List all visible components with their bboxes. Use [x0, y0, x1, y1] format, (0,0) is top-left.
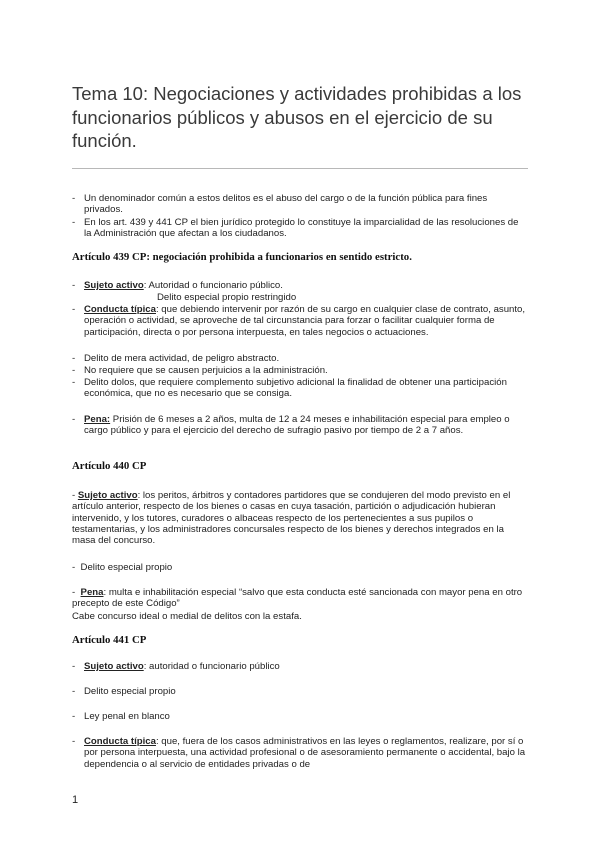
art439-sujeto-text: : Autoridad o funcionario público.: [143, 280, 283, 291]
bullet-dash: -: [72, 661, 76, 672]
intro-item-2: [72, 217, 528, 240]
art439-item-text-1: Delito de mera actividad, de peligro abstracto.: [84, 353, 280, 364]
art439-conducta-text: : que debiendo intervenir por razón de su cargo en cualquier clase de contrato, asunto, operación o actividad, se aproveche de tal circunstancia para forzar o facilitar cualquier forma de participación, directa o por persona interpuesta, en tales negocios o actuaciones.: [84, 304, 526, 338]
art440-concurso: Cabe concurso ideal o medial de delitos con la estafa.: [72, 611, 302, 622]
bullet-dash: -: [72, 280, 76, 291]
art441-conducta-text: : que, fuera de los casos administrativos en las leyes o reglamentos, realizare, por sí o por persona interpuesta, una actividad profesional o de asesoramiento permanente o accidental, bajo la dependencia o al servicio de entidades privadas o de: [84, 736, 526, 770]
bullet-dash: -: [72, 490, 76, 501]
art439-pena-label: Pena:: [84, 414, 111, 425]
art440-sujeto-label: Sujeto activo: [77, 490, 138, 501]
art441-ley-text: Ley penal en blanco: [84, 711, 170, 722]
intro-text-1: Un denominador común a estos delitos es el abuso del cargo o de la función pública para fines privados.: [84, 193, 488, 216]
art440-pena: [72, 587, 528, 610]
bullet-dash: -: [72, 711, 76, 722]
art439-conducta: [72, 304, 528, 338]
art441-heading: Artículo 441 CP: [72, 634, 147, 646]
intro-text-2: En los art. 439 y 441 CP el bien jurídico protegido lo constituye la imparcialidad de las resoluciones de la Administración que afectan a los ciudadanos.: [84, 217, 519, 240]
art439-pena: [72, 414, 528, 437]
art440-sujeto-text: : los peritos, árbitros y contadores partidores que se condujeren del modo previsto en el artículo anterior, respecto de los bienes o casas en cuya tasación, partición o adjudicación hubieran intervenido, y los tutores, curadores o albaceas respecto de los pertenecientes a sus pupilos o testamentarias, y los administradores concursales respecto de los bienes y derechos integrados en la masa del concurso.: [72, 490, 511, 547]
art441-conducta: [72, 736, 528, 770]
bullet-dash: -: [72, 365, 76, 376]
bullet-dash: -: [72, 304, 76, 315]
art440-sujeto: [72, 490, 528, 546]
art441-especial: [72, 686, 528, 697]
bullet-dash: -: [72, 353, 76, 364]
bullet-dash: -: [72, 193, 76, 204]
page-number: 1: [72, 794, 79, 806]
art441-sujeto: [72, 661, 528, 672]
art439-item-text-3: Delito dolos, que requiere complemento subjetivo adicional la finalidad de obtener una participación económica, que no es necesario que se consiga.: [84, 377, 507, 400]
bullet-dash: -: [72, 562, 76, 573]
art441-sujeto-text: : autoridad o funcionario público: [143, 661, 280, 672]
bullet-dash: -: [72, 217, 76, 228]
bullet-dash: -: [72, 686, 76, 697]
art439-item-1: [72, 353, 528, 364]
art440-especial: [72, 562, 528, 573]
art439-heading: Artículo 439 CP: negociación prohibida a funcionarios en sentido estricto.: [72, 251, 412, 263]
title-divider: [72, 168, 528, 169]
art441-ley: [72, 711, 528, 722]
art441-conducta-label: Conducta típica: [84, 736, 156, 747]
art440-heading: Artículo 440 CP: [72, 460, 147, 472]
art439-item-2: [72, 365, 528, 376]
art439-sujeto: [72, 280, 528, 291]
art440-pena-label: Pena: [80, 587, 104, 598]
bullet-dash: -: [72, 587, 76, 598]
art439-item-text-2: No requiere que se causen perjuicios a la administración.: [84, 365, 328, 376]
bullet-dash: -: [72, 414, 76, 425]
art439-conducta-label: Conducta típica: [84, 304, 156, 315]
art439-pena-text: Prisión de 6 meses a 2 años, multa de 12 a 24 meses e inhabilitación especial para empleo o cargo público y para el ejercicio del derecho de sufragio pasivo por tiempo de 2 a 7 años.: [84, 414, 510, 437]
document-title: Tema 10: Negociaciones y actividades prohibidas a los funcionarios públicos y abusos en el ejercicio de su función.: [72, 83, 522, 151]
art441-especial-text: Delito especial propio: [84, 686, 176, 697]
art439-sujeto-line2: Delito especial propio restringido: [157, 292, 297, 303]
art440-pena-text: : multa e inhabilitación especial “salvo que esta conducta esté sancionada con mayor pena en otro precepto de este Código”: [72, 587, 523, 610]
art439-sujeto-label: Sujeto activo: [84, 280, 144, 291]
intro-item-1: [72, 193, 528, 216]
art439-item-3: [72, 377, 528, 400]
bullet-dash: -: [72, 736, 76, 747]
art440-especial-text: Delito especial propio: [80, 562, 173, 573]
bullet-dash: -: [72, 377, 76, 388]
art441-sujeto-label: Sujeto activo: [84, 661, 144, 672]
